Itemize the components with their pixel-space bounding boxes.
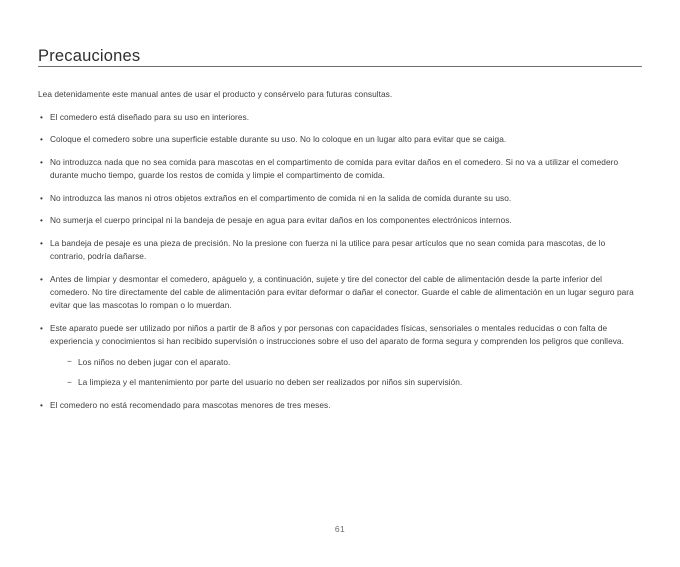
list-item-text: Este aparato puede ser utilizado por niños a partir de 8 años y por personas con capacidades físicas, sensoriales o mentales reducidas o con falta de experiencia y conocimientos si han recibido supervisión o instrucciones sobre el uso del aparato de forma segura y comprenden los peligros que conlleva.	[50, 322, 624, 347]
list-item-text: No sumerja el cuerpo principal ni la bandeja de pesaje en agua para evitar daños en los componentes electrónicos internos.	[50, 215, 512, 226]
list-item-text: El comedero no está recomendado para mascotas menores de tres meses.	[50, 399, 331, 410]
list-item	[38, 192, 642, 205]
bullet-icon: •	[40, 156, 43, 167]
bullet-icon: •	[40, 112, 43, 123]
bullet-icon: •	[40, 237, 43, 248]
list-item-text: Coloque el comedero sobre una superficie estable durante su uso. No lo coloque en un lugar alto para evitar que se caiga.	[50, 134, 507, 145]
title-divider	[38, 66, 642, 67]
precautions-list	[38, 111, 642, 412]
document-body	[38, 88, 642, 421]
sub-list-item-text: Los niños no deben jugar con el aparato.	[78, 356, 231, 367]
intro-paragraph: Lea detenidamente este manual antes de usar el producto y consérvelo para futuras consultas.	[38, 89, 393, 99]
list-item-text: La bandeja de pesaje es una pieza de precisión. No la presione con fuerza ni la utilice para pesar artículos que no sean comida para mascotas, de lo contrario, podría dañarse.	[50, 237, 606, 262]
bullet-icon: •	[40, 134, 43, 145]
bullet-icon: •	[40, 399, 43, 410]
bullet-icon: •	[40, 322, 43, 333]
dash-icon: −	[67, 356, 72, 367]
list-item	[38, 399, 642, 412]
sub-list-item	[66, 376, 642, 389]
list-item	[38, 237, 642, 264]
bullet-icon: •	[40, 215, 43, 226]
list-item	[38, 273, 642, 313]
bullet-icon: •	[40, 192, 43, 203]
list-item-text: No introduzca las manos ni otros objetos extraños en el compartimento de comida ni en la salida de comida durante su uso.	[50, 192, 512, 203]
list-item	[38, 133, 642, 146]
list-item-text: Antes de limpiar y desmontar el comedero, apáguelo y, a continuación, sujete y tire del conector del cable de alimentación desde la parte inferior del comedero. No tire directamente del cable de alimentación para evitar deformar o dañar el conector. Guarde el cable de alimentación en un lugar seguro para evitar que las mascotas lo rompan o lo muerdan.	[50, 273, 634, 311]
list-item-text: El comedero está diseñado para su uso en interiores.	[50, 112, 250, 123]
sub-list-item-text: La limpieza y el mantenimiento por parte del usuario no deben ser realizados por niños sin supervisión.	[78, 377, 463, 388]
dash-icon: −	[67, 376, 72, 387]
bullet-icon: •	[40, 273, 43, 284]
page-number: 61	[334, 524, 346, 534]
sub-list	[50, 356, 642, 390]
list-item	[38, 111, 642, 124]
list-item	[38, 322, 642, 390]
sub-list-item	[66, 356, 642, 369]
page-title: Precauciones	[38, 47, 141, 66]
list-item	[38, 214, 642, 227]
list-item	[38, 156, 642, 183]
list-item-text: No introduzca nada que no sea comida para mascotas en el compartimento de comida para evitar daños en el comedero. Si no va a utilizar el comedero durante mucho tiempo, guarde los restos de comida y limpie el compartimento de comida.	[50, 156, 619, 181]
